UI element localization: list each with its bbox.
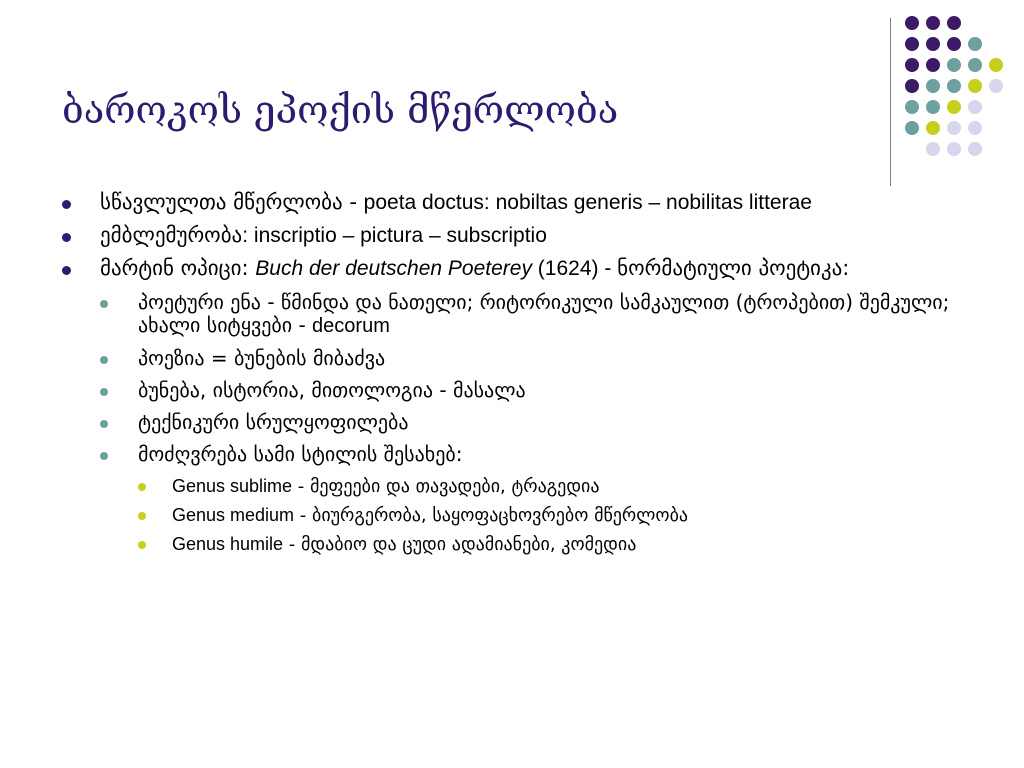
decor-dot — [926, 100, 940, 114]
decor-dot — [905, 16, 919, 30]
genus-text: - ბიურგერობა, საყოფაცხოვრებო მწერლობა — [294, 505, 689, 526]
slide-content — [62, 190, 952, 565]
bullet-label: სწავლულთა მწერლობა - — [100, 190, 364, 214]
sub-sub-bullet-item — [138, 475, 952, 498]
sub-bullet-text: ტექნიკური სრულყოფილება — [138, 410, 409, 434]
bullet-label: ემბლემურობა — [100, 223, 243, 247]
sub-bullet-text: პოეტური ენა - წმინდა და ნათელი; რიტორიკული სამკაულით (ტროპებით) შემკული; ახალი სიტყვები - — [138, 290, 950, 337]
slide-title: ბაროკოს ეპოქის მწერლობა — [62, 88, 619, 132]
decor-dot — [989, 79, 1003, 93]
sub-bullet-list — [100, 291, 952, 556]
sub-bullet-item — [100, 411, 952, 434]
decor-dot — [905, 100, 919, 114]
sub-bullet-extra: decorum — [312, 315, 390, 337]
decor-dot — [947, 16, 961, 30]
decor-dot — [968, 121, 982, 135]
decor-dot — [947, 100, 961, 114]
decor-divider-line — [890, 18, 891, 186]
decor-dot — [968, 58, 982, 72]
decor-dot — [947, 79, 961, 93]
sub-bullet-text: პოეზია = ბუნების მიბაძვა — [138, 346, 386, 370]
sub-bullet-item — [100, 379, 952, 402]
sub-bullet-text: ბუნება, ისტორია, მითოლოგია - მასალა — [138, 378, 526, 402]
decor-dot — [905, 58, 919, 72]
decor-dot — [926, 79, 940, 93]
decor-dot — [947, 37, 961, 51]
decor-dot — [947, 121, 961, 135]
sub-bullet-text: მოძღვრება სამი სტილის შესახებ: — [138, 442, 463, 466]
bullet-item — [62, 190, 952, 215]
decor-dot — [968, 142, 982, 156]
decor-dot — [947, 58, 961, 72]
bullet-text: ნორმატიული პოეტიკა: — [617, 256, 850, 280]
bullet-list — [62, 190, 952, 556]
sub-bullet-item — [100, 347, 952, 370]
decor-dot — [947, 142, 961, 156]
decor-dot — [905, 79, 919, 93]
bullet-colon: : — [241, 256, 256, 280]
genus-text: - მდაბიო და ცუდი ადამიანები, კომედია — [283, 534, 637, 555]
decor-dot — [905, 121, 919, 135]
genus-label: Genus sublime — [172, 476, 293, 496]
decor-dot — [926, 121, 940, 135]
bullet-text: poeta doctus: nobiltas generis – nobilitas litterae — [363, 191, 812, 214]
bullet-label: მარტინ ოპიცი — [100, 256, 242, 280]
sub-sub-bullet-item — [138, 533, 952, 556]
genus-label: Genus humile — [172, 534, 284, 554]
genus-text: - მეფეები და თავადები, ტრაგედია — [292, 476, 600, 497]
bullet-text: : inscriptio – pictura – subscriptio — [242, 224, 547, 247]
decor-dot — [968, 37, 982, 51]
sub-sub-bullet-item — [138, 504, 952, 527]
decor-dot — [926, 142, 940, 156]
decor-dot — [926, 16, 940, 30]
decor-dot — [968, 100, 982, 114]
genus-label: Genus medium — [172, 505, 295, 525]
decor-dot — [989, 58, 1003, 72]
sub-bullet-item — [100, 443, 952, 556]
decor-dot — [968, 79, 982, 93]
decor-dot — [905, 37, 919, 51]
bullet-item — [62, 223, 952, 248]
decor-dot — [926, 58, 940, 72]
sub-sub-bullet-list — [138, 475, 952, 556]
bullet-item — [62, 256, 952, 556]
book-year: (1624) - — [531, 257, 618, 280]
decor-dot — [926, 37, 940, 51]
sub-bullet-item — [100, 291, 952, 338]
book-title: Buch der deutschen Poeterey — [255, 257, 532, 280]
